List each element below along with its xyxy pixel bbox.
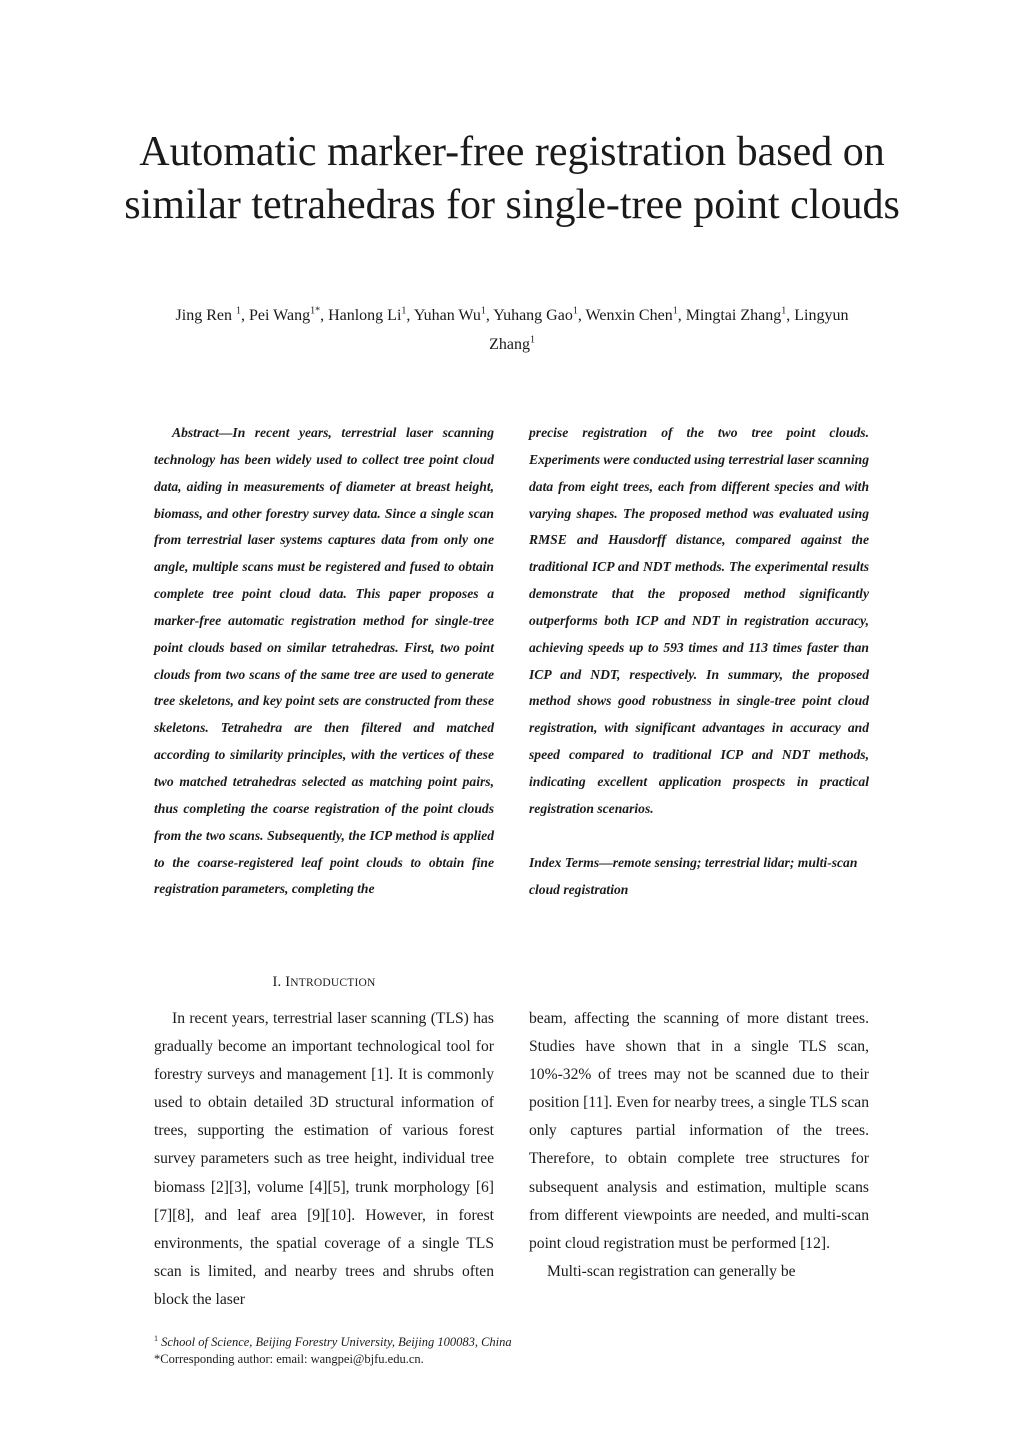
abstract-left-column: [154, 420, 494, 903]
author-affiliation-mark: 1: [529, 334, 535, 346]
affiliation-mark: 1: [154, 1334, 158, 1343]
author-name: Hanlong Li: [328, 307, 402, 324]
intro-paragraph-continued: beam, affecting the scanning of more distant trees. Studies have shown that in a single TLS scan, 10%-32% of trees may not be scanned due to their position [11]. Even for nearby trees, a single TLS scan only captures partial information of the trees. Therefore, to obtain complete tree structures for subsequent analysis and estimation, multiple scans from different viewpoints are needed, and multi-scan point cloud registration must be performed [12].: [529, 1010, 869, 1252]
affiliation-text: School of Science, Beijing Forestry University, Beijing 100083, China: [161, 1335, 512, 1350]
author-name: Lingyun Zhang: [489, 307, 849, 353]
author-affiliation-mark: 1: [781, 305, 787, 317]
author-list: Jing Ren $^1$, Pei Wang$^{1*}$, Hanlong Li$^1$, Yuhan Wu$^1$, Yuhang Gao$^1$, Wenxin Chen$^1$, Mingtai Zhang$^1$, Lingyun Zhang$^1$: [175, 305, 849, 353]
footnotes: [154, 1330, 874, 1368]
intro-left-column: [154, 1005, 494, 1314]
author-affiliation-mark: 1: [572, 305, 578, 317]
author-affiliation-mark: 1: [480, 305, 486, 317]
author-affiliation-mark: 1*: [310, 305, 321, 317]
author-name: Mingtai Zhang: [685, 307, 782, 324]
section-title-initial: I: [285, 974, 291, 990]
author-name: Yuhang Gao: [493, 307, 573, 324]
author-name: Wenxin Chen: [585, 307, 673, 324]
index-terms: Index Terms—remote sensing; terrestrial lidar; multi-scan cloud registration: [529, 854, 858, 897]
corresponding-author-footnote: *Corresponding author: email: wangpei@bjfu.edu.cn.: [154, 1352, 424, 1367]
author-affiliation-mark: 1: [672, 305, 678, 317]
intro-right-column: [529, 1005, 869, 1286]
author-name: Yuhan Wu: [413, 307, 481, 324]
abstract-text: Abstract—In recent years, terrestrial laser scanning technology has been widely used to collect tree point cloud data, aiding in measurements of diameter at breast height, biomass, and other forestry survey data. Since a single scan from terrestrial laser systems captures data from only one angle, multiple scans must be registered and fused to obtain complete tree point cloud data. This paper proposes a marker-free automatic registration method for single-tree point clouds based on similar tetrahedras. First, two point clouds from two scans of the same tree are used to generate tree skeletons, and key point sets are constructed from these skeletons. Tetrahedra are then filtered and matched according to similarity principles, with the vertices of these two matched tetrahedras selected as matching point pairs, thus completing the coarse registration of the point clouds from the two scans. Subsequently, the ICP method is applied to the coarse-registered leaf point clouds to obtain fine registration parameters, completing the: [154, 425, 494, 897]
intro-paragraph: Multi-scan registration can generally be: [547, 1262, 796, 1280]
author-name: Jing Ren: [175, 307, 232, 324]
abstract-text-continued: precise registration of the two tree point clouds. Experiments were conducted using terrestrial laser scanning data from eight trees, each from different species and with varying shapes. The proposed method was evaluated using RMSE and Hausdorff distance, compared against the traditional ICP and NDT methods. The experimental results demonstrate that the proposed method significantly outperforms both ICP and NDT in registration accuracy, achieving speeds up to 593 times and 113 times faster than ICP and NDT, respectively. In summary, the proposed method shows good robustness in single-tree point cloud registration, with significant advantages in accuracy and speed compared to traditional ICP and NDT methods, indicating excellent application prospects in practical registration scenarios.: [529, 425, 869, 816]
abstract-right-column: [529, 420, 869, 903]
author-affiliation-mark: 1: [401, 305, 407, 317]
paper-title: Automatic marker-free registration based on similar tetrahedras for single-tree point clouds: [124, 129, 900, 228]
intro-paragraph: In recent years, terrestrial laser scanning (TLS) has gradually become an important technological tool for forestry surveys and management [1]. It is commonly used to obtain detailed 3D structural information of trees, supporting the estimation of various forest survey parameters such as tree height, individual tree biomass [2][3], volume [4][5], trunk morphology [6][7][8], and leaf area [9][10]. However, in forest environments, the spatial coverage of a single TLS scan is limited, and nearby trees and shrubs often block the laser: [154, 1010, 494, 1308]
affiliation-footnote: [154, 1330, 874, 1351]
section-title-rest: NTRODUCTION: [290, 977, 376, 989]
section-number: I.: [272, 974, 282, 990]
section-heading-introduction: [154, 974, 494, 991]
author-name: Pei Wang: [249, 307, 311, 324]
author-affiliation-mark: 1: [236, 305, 241, 317]
